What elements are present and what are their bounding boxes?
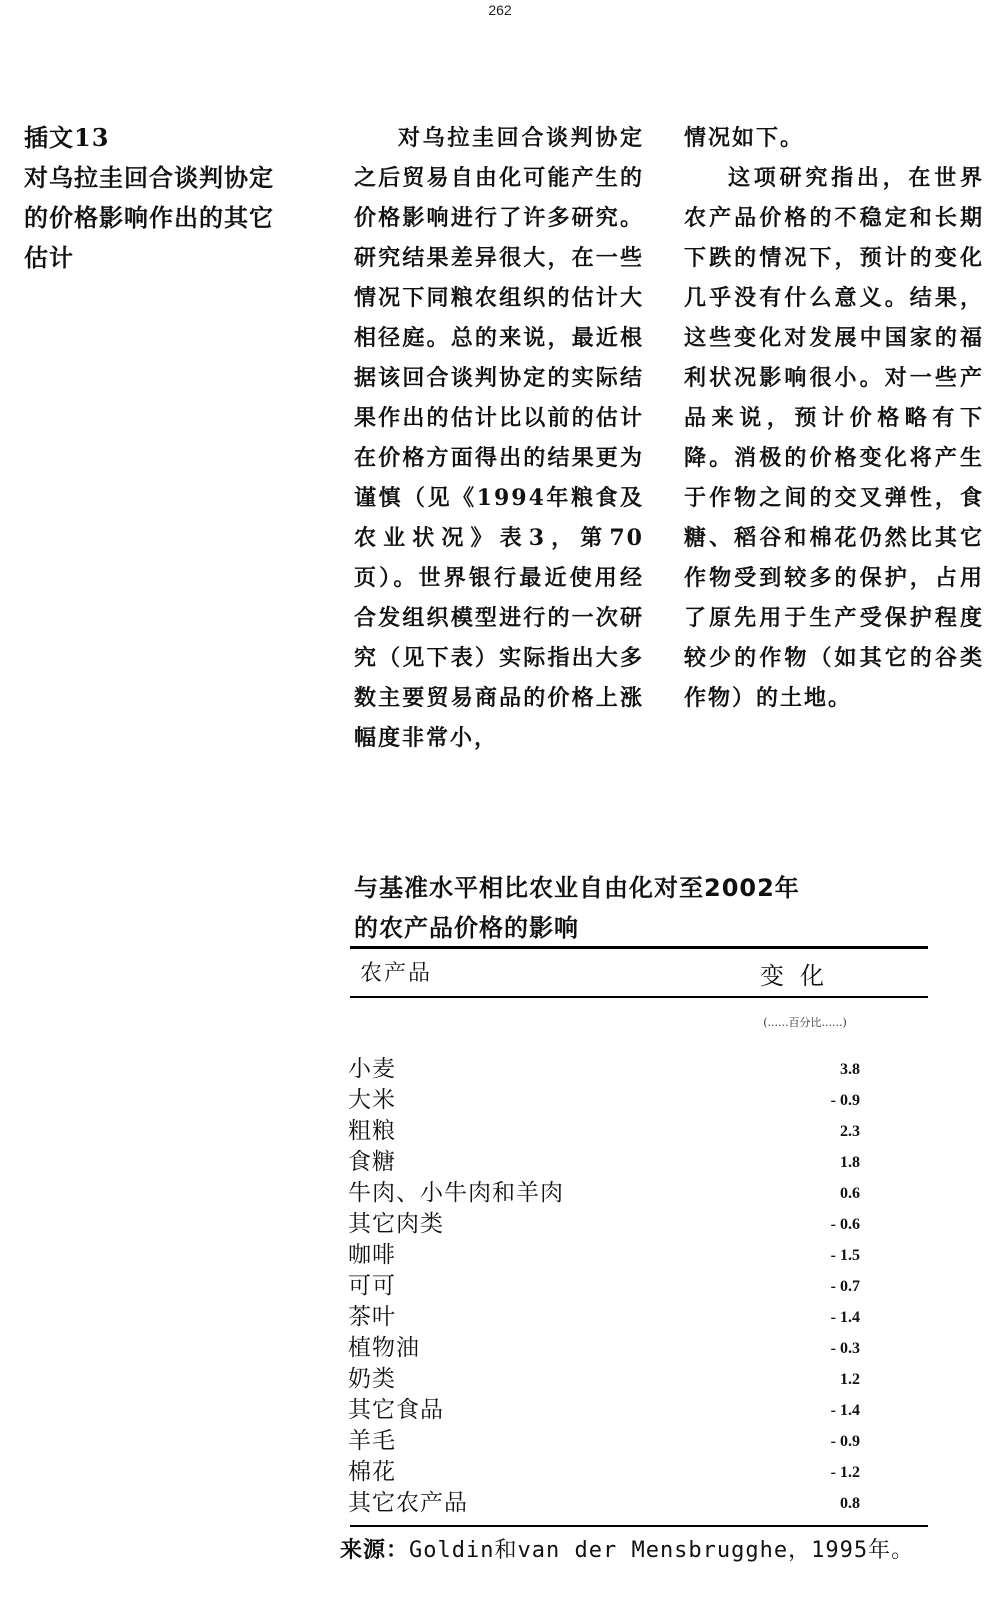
product-name: 其它肉类 bbox=[348, 1211, 444, 1237]
paragraph-continuation: 情况如下。 bbox=[684, 125, 805, 151]
price-change: 0.8 bbox=[840, 1495, 860, 1512]
table-row bbox=[348, 1426, 878, 1457]
source-text: Goldin和van der Mensbrugghe，1995年。 bbox=[409, 1538, 915, 1563]
table-row bbox=[348, 1054, 878, 1085]
table-row bbox=[348, 1085, 878, 1116]
table-row bbox=[348, 1116, 878, 1147]
product-name: 植物油 bbox=[348, 1335, 420, 1361]
product-name: 棉花 bbox=[348, 1459, 396, 1485]
price-change: - 1.5 bbox=[830, 1247, 860, 1264]
price-change: - 0.9 bbox=[830, 1433, 860, 1450]
paragraph: 这项研究指出，在世界农产品价格的不稳定和长期下跌的情况下，预计的变化几乎没有什么意义。结果，这些变化对发展中国家的福利状况影响很小。对一些产品来说，预计价格略有下降。消极的价格变化将产生于作物之间的交叉弹性，食糖、稻谷和棉花仍然比其它作物受到较多的保护，占用了原先用于生产受保护程度较少的作物（如其它的谷类作物）的土地。 bbox=[684, 165, 984, 711]
product-name: 咖啡 bbox=[348, 1242, 396, 1268]
table-row bbox=[348, 1488, 878, 1519]
product-name: 食糖 bbox=[348, 1149, 396, 1175]
table-row bbox=[348, 1240, 878, 1271]
table-title bbox=[354, 868, 914, 948]
table-bottom-rule bbox=[350, 1525, 928, 1527]
table-header-change: 变化 bbox=[760, 962, 840, 990]
table-row bbox=[348, 1209, 878, 1240]
price-change: - 0.6 bbox=[830, 1216, 860, 1233]
price-change: - 0.7 bbox=[830, 1278, 860, 1295]
paragraph: 对乌拉圭回合谈判协定之后贸易自由化可能产生的价格影响进行了许多研究。研究结果差异很大，在一些情况下同粮农组织的估计大相径庭。总的来说，最近根据该回合谈判协定的实际结果作出的估计比以前的估计在价格方面得出的结果更为谨慎（见《1994年粮食及农业状况》表3，第70页）。世界银行最近使用经合发组织模型进行的一次研究（见下表）实际指出大多数主要贸易商品的价格上涨幅度非常小， bbox=[354, 125, 644, 751]
product-name: 茶叶 bbox=[348, 1304, 396, 1330]
table-title-line: 的农产品价格的影响 bbox=[354, 914, 579, 942]
box-label-line: 插文13 bbox=[24, 123, 110, 152]
table-header-product: 农产品 bbox=[360, 961, 433, 986]
table-row bbox=[348, 1147, 878, 1178]
box-label-line: 对乌拉圭回合谈判协定 bbox=[24, 163, 274, 192]
price-change: - 1.4 bbox=[830, 1309, 860, 1326]
product-name: 可可 bbox=[348, 1273, 396, 1299]
source-note bbox=[340, 1530, 914, 1571]
price-change: 3.8 bbox=[840, 1061, 860, 1078]
source-label: 来源： bbox=[340, 1537, 410, 1563]
table-row bbox=[348, 1457, 878, 1488]
table-row bbox=[348, 1333, 878, 1364]
product-name: 粗粮 bbox=[348, 1118, 396, 1144]
product-name: 小麦 bbox=[348, 1056, 396, 1082]
table-title-line: 与基准水平相比农业自由化对至2002年 bbox=[354, 874, 800, 902]
product-name: 其它农产品 bbox=[348, 1490, 468, 1516]
text-column-1 bbox=[354, 118, 644, 758]
product-name: 羊毛 bbox=[348, 1428, 396, 1454]
text-column-2 bbox=[684, 118, 984, 718]
price-change: - 0.3 bbox=[830, 1340, 860, 1357]
price-change: 0.6 bbox=[840, 1185, 860, 1202]
table-row bbox=[348, 1364, 878, 1395]
price-change: - 0.9 bbox=[830, 1092, 860, 1109]
price-change: - 1.2 bbox=[830, 1464, 860, 1481]
table-row bbox=[348, 1178, 878, 1209]
box-heading bbox=[24, 118, 324, 278]
product-name: 牛肉、小牛肉和羊肉 bbox=[348, 1180, 564, 1206]
table-row bbox=[348, 1395, 878, 1426]
table-header-rule bbox=[350, 996, 928, 998]
table-row bbox=[348, 1302, 878, 1333]
product-name: 奶类 bbox=[348, 1366, 396, 1392]
price-change: - 1.4 bbox=[830, 1402, 860, 1419]
price-change: 1.2 bbox=[840, 1371, 860, 1388]
price-change: 1.8 bbox=[840, 1154, 860, 1171]
product-name: 其它食品 bbox=[348, 1397, 444, 1423]
box-label-line: 估计 bbox=[24, 243, 74, 272]
price-change: 2.3 bbox=[840, 1123, 860, 1140]
box-label-line: 的价格影响作出的其它 bbox=[24, 203, 274, 232]
table-top-rule bbox=[350, 946, 928, 949]
table-unit-label: (......百分比......) bbox=[763, 1016, 847, 1029]
table-row bbox=[348, 1271, 878, 1302]
product-name: 大米 bbox=[348, 1087, 396, 1113]
page-number: 262 bbox=[488, 2, 512, 18]
